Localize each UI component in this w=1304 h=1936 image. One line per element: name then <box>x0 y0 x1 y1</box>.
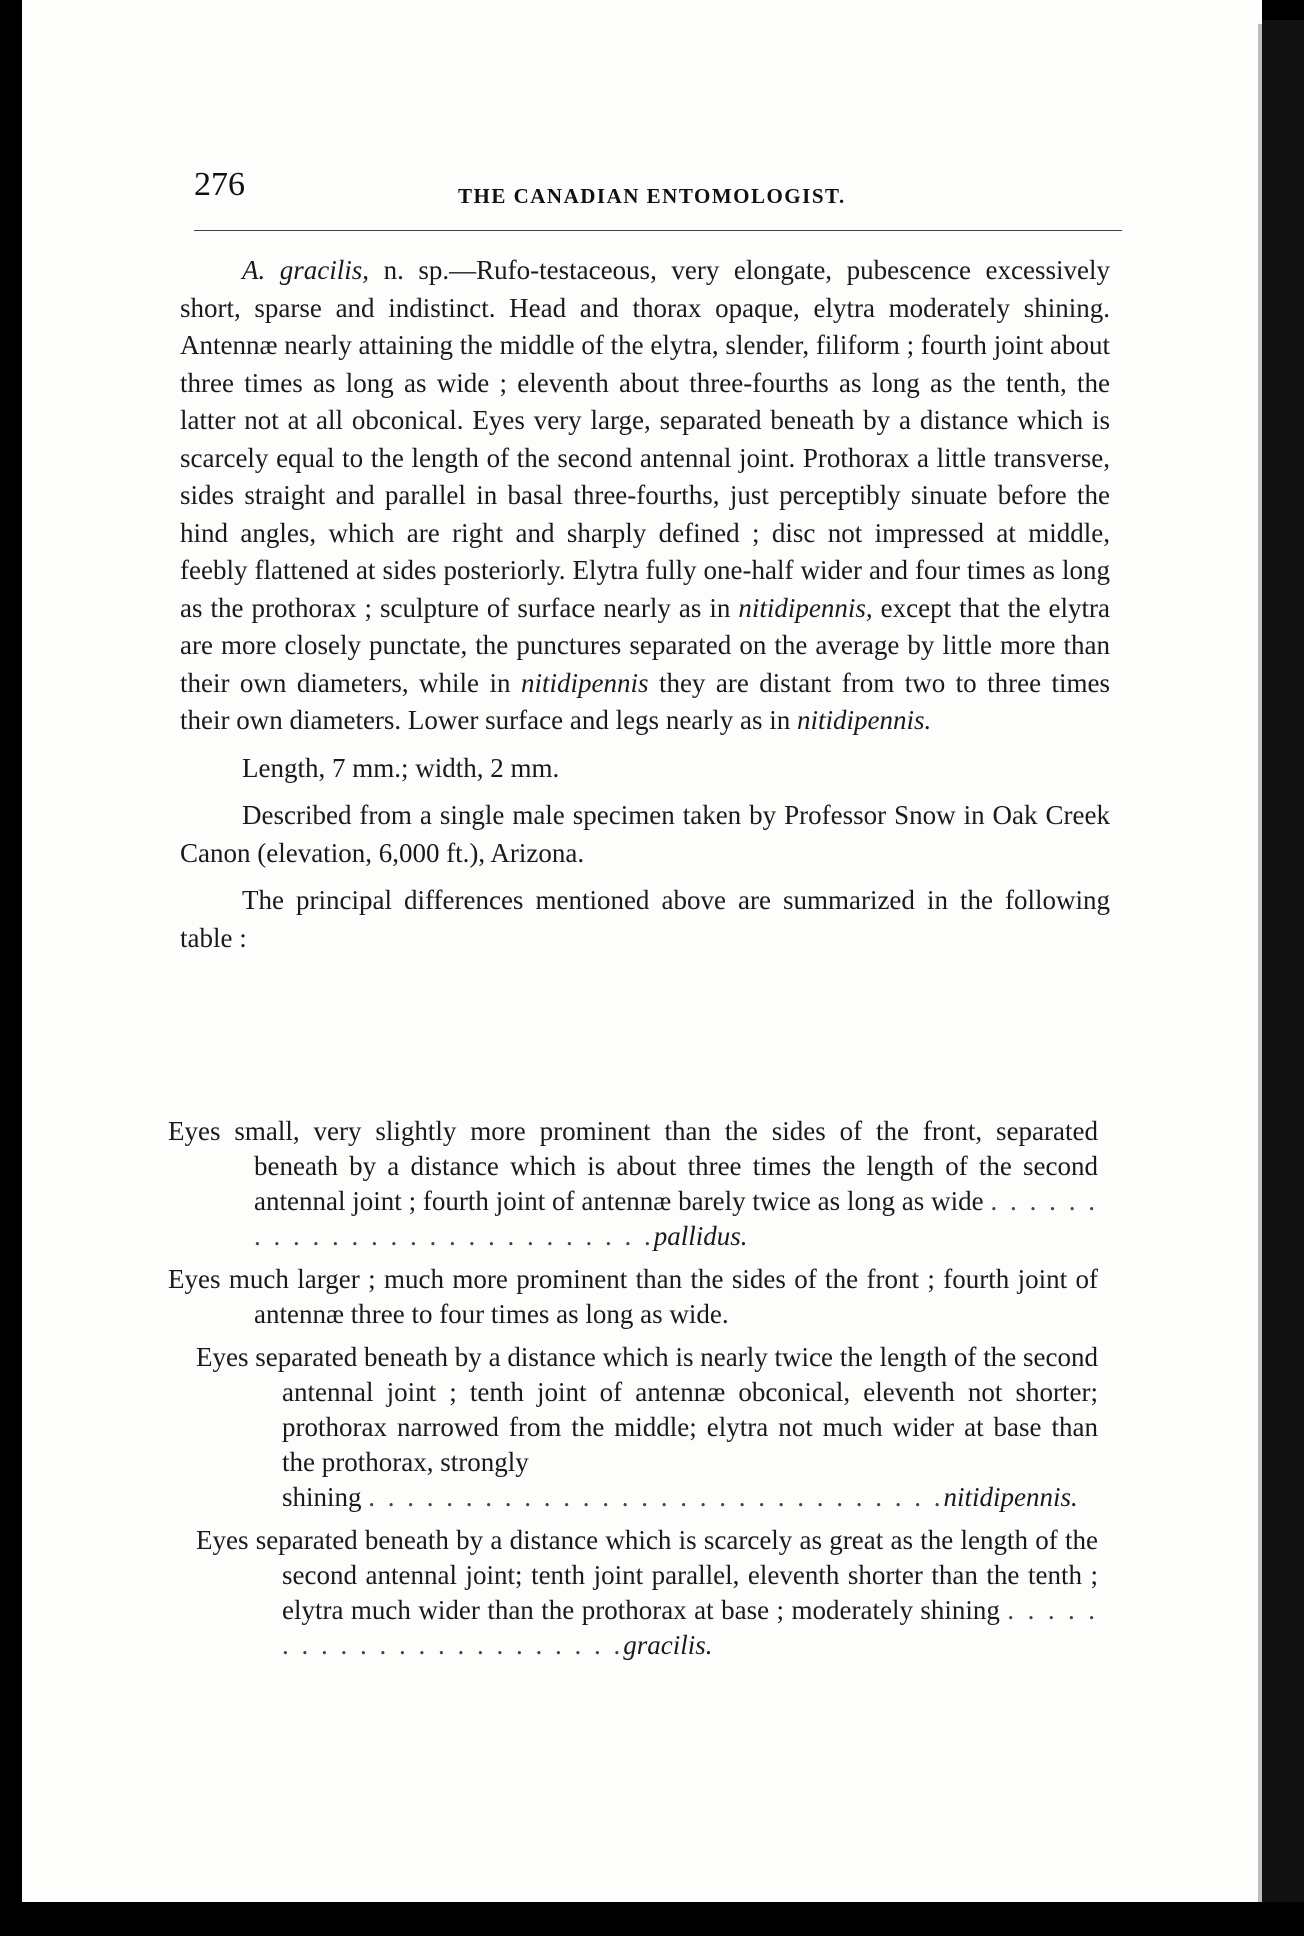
key-entry-pallidus <box>168 1114 1098 1254</box>
species-ref: nitidipennis, <box>738 592 873 623</box>
species-ref: nitidipennis. <box>797 705 932 735</box>
key-entry-nitidipennis <box>196 1340 1098 1515</box>
specimen-paragraph: Described from a single male specimen taken by Professor Snow in Oak Creek Canon (elevation, 6,000 ft.), Arizona. <box>180 800 1110 868</box>
page-number: 276 <box>194 166 245 203</box>
dot-leader: . . . . . . . . . . . . . . . . . . . . . . . . . . . . . . <box>368 1482 944 1512</box>
key-entry-text: Eyes separated beneath by a distance which is nearly twice the length of the second antennal joint ; tenth joint of antennæ obconical, eleventh not shorter; prothorax narrowed from the middle; elytra not much wider at base than the prothorax, strongly <box>196 1342 1098 1477</box>
key-entry-last-line: base ; moderately shining <box>721 1595 1000 1625</box>
body-text <box>180 252 1110 967</box>
description-text-2: except that the elytra are more closely punctate, the punctures separated on the average by little more than their own diameters, while in <box>180 592 1111 698</box>
key-entry-text: Eyes small, very slightly more prominent than the sides of the front, separated beneath by a distance which is about three times the length of the second antennal joint ; fourth joint of antennæ barely twice as long as wide <box>168 1116 1098 1216</box>
key-entry-larger-eyes: Eyes much larger ; much more prominent than the sides of the front ; fourth joint of antennæ three to four times as long as wide. <box>168 1264 1098 1329</box>
species-name: A. gracilis, <box>242 255 370 285</box>
description-text: n. sp.—Rufo-testaceous, very elongate, pubescence excessively short, sparse and indistinct. Head and thorax opaque, elytra moderately shining. Antennæ nearly attaining the middle of the elytra, slender, filiform ; fourth joint about three times as long as wide ; eleventh about three-fourths as long as the tenth, the latter not at all obconical. Eyes very large, separated beneath by a distance which is scarcely equal to the length of the second antennal joint. Prothorax a little transverse, sides straight and parallel in basal three-fourths, just perceptibly sinuate before the hind angles, which are right and sharply defined ; disc not impressed at middle, feebly flattened at sides posteriorly. Elytra fully one-half wider and four times as long as the prothorax ; sculpture of surface nearly as in <box>180 255 1111 623</box>
scan-border-bottom <box>0 1902 1304 1936</box>
page-header <box>194 166 1124 226</box>
dot-leader: . . . . . . . . . . . . . . . . . . . . . . . . . . . <box>254 1186 1099 1251</box>
dot-leader: . . . . . . . . . . . . . . . . . . . . . . . <box>282 1595 1099 1660</box>
running-title: THE CANADIAN ENTOMOLOGIST. <box>458 184 846 208</box>
species-ref: nitidipennis <box>520 667 649 698</box>
key-entry-name: gracilis. <box>623 1630 713 1660</box>
measurement-paragraph: Length, 7 mm.; width, 2 mm. <box>242 752 560 783</box>
key-entry-last-line: shining <box>282 1482 362 1512</box>
scan-border-right <box>1262 20 1304 1936</box>
table-intro: The principal differences mentioned above are summarized in the following table : <box>180 885 1110 953</box>
identification-key <box>168 1114 1098 1671</box>
key-entry-name: nitidipennis. <box>943 1482 1078 1512</box>
key-entry-name: pallidus. <box>653 1221 748 1251</box>
species-description <box>180 252 1110 740</box>
description-text-3: they are distant from two to three times their own diameters. Lower surface and legs nearly as in <box>180 667 1111 735</box>
key-entry-gracilis <box>196 1523 1098 1663</box>
header-rule <box>194 230 1122 231</box>
key-entry-text: Eyes separated beneath by a distance which is scarcely as great as the length of the second antennal joint; tenth joint parallel, eleventh shorter than the tenth ; elytra much wider than the prothorax at <box>196 1525 1098 1625</box>
